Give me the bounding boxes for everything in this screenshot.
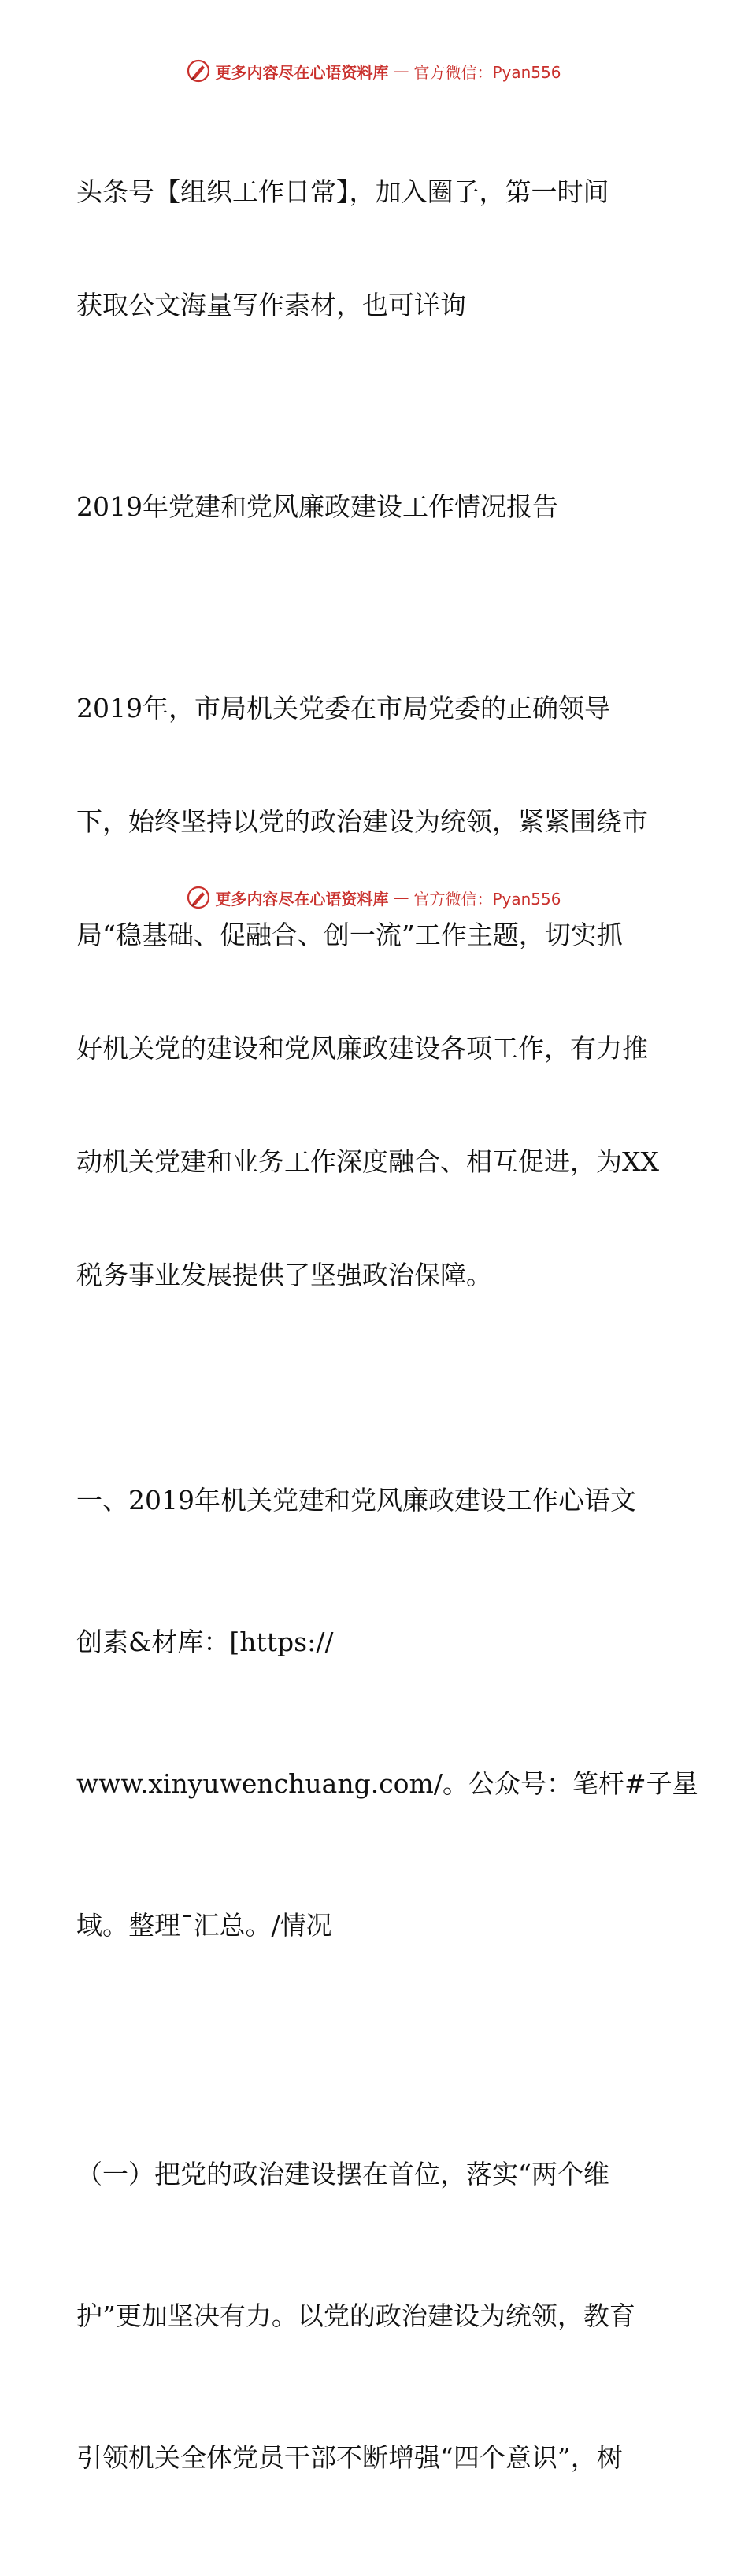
text-line: 下，始终坚持以党的政治建设为统领，紧紧围绕市: [76, 806, 648, 837]
text-line: （一）把党的政治建设摆在首位，落实“两个维: [76, 2159, 609, 2189]
text-line: 创素&材库：[https://: [76, 1627, 334, 1657]
intro-paragraph: [76, 98, 675, 400]
text-line: 动机关党建和业务工作深度融合、相互促进，为XX: [76, 1146, 659, 1177]
text-line: 头条号【组织工作日常】，加入圈子，第一时间: [76, 176, 609, 207]
text-line: 好机关党的建设和党风廉政建设各项工作，有力推: [76, 1033, 648, 1064]
header-banner-text: 更多内容尽在心语资料库: [215, 62, 389, 82]
section-heading: [76, 1382, 698, 2044]
text-line: 局“稳基础、促融合、创一流”工作主题，切实抓: [76, 920, 623, 950]
footer-banner-separator: —: [393, 888, 409, 907]
footer-banner-text: 更多内容尽在心语资料库: [215, 889, 389, 909]
footer-banner: [0, 883, 748, 912]
summary-paragraph: [76, 614, 675, 1370]
text-line: 2019年党建和党风廉政建设工作情况报告: [76, 491, 558, 522]
text-line: www.xinyuwenchuang.com/。公众号：笔杆#子星: [76, 1768, 698, 1799]
pen-logo-icon: [187, 59, 210, 83]
text-line: 引领机关全体党员干部不断增强“四个意识”，树: [76, 2442, 623, 2473]
document-body: [76, 98, 698, 2576]
text-line: 税务事业发展提供了坚强政治保障。: [76, 1260, 492, 1290]
pen-logo-icon: [187, 886, 210, 909]
text-line: 2019年，市局机关党委在市局党委的正确领导: [76, 693, 610, 724]
header-banner: [0, 57, 748, 85]
subsection-paragraph: [76, 2056, 675, 2576]
text-line: 一、2019年机关党建和党风廉政建设工作心语文: [76, 1485, 636, 1516]
header-banner-wechat: 官方微信：Pyan556: [413, 62, 561, 82]
footer-banner-wechat: 官方微信：Pyan556: [413, 889, 561, 909]
text-line: 获取公文海量写作素材，也可详询: [76, 290, 466, 320]
document-title: [76, 413, 675, 601]
footer-banner-inner: [187, 886, 561, 909]
header-banner-inner: [187, 59, 561, 83]
header-banner-separator: —: [393, 61, 409, 80]
text-line: 域。整理¯汇总。/情况: [76, 1910, 332, 1941]
text-line: 护”更加坚决有力。以党的政治建设为统领，教育: [76, 2300, 635, 2331]
